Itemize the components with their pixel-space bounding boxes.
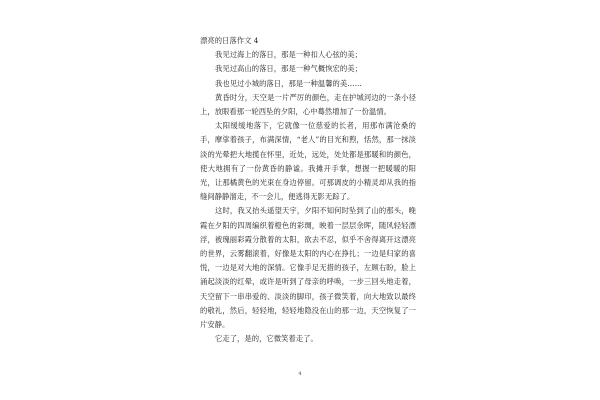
paragraph-6: 这时，我又抬头遥望天宇，夕阳不知何时坠到了山的那头，晚霞在夕阳的四周编织着橙色的彩绸，映着一层层余晖，随风轻轻漂浮，被瑰丽彩霞分散着的太阳，欲去不忍，似乎不舍得离开这漂亮的世界，云雾翻滚着，好像是太阳的内心在挣扎；一边是归家的喜悦，一边是对大地的深情。它像手足无措的孩子，左顾右盼，脸上涌起淡淡的红晕，或许是听到了母亲的呼唤，一步三回头地走着，天空留下一串串爱的、淡淡的脚印，孩子微笑着，向大地致以最终的敬礼，然后，轻轻地，轻轻地隐没在山的那一边，天空恢复了一片安静。 — [200, 206, 416, 330]
paragraph-5: 太阳缓缓地落下，它就像一位慈爱的长者，用那布满沧桑的手，摩挲着孩子，布满深情，“老人”的目光和煦，恬然，那一抹淡淡的光晕把大地揽在怀里，近处，远处，处处都是那暖和的颜色，使大地拥有了一份黄昏的静谧。我摊开手掌，想握一把暖暖的阳光，让那橘黄色的光束在身边停留。可那调皮的小精灵却从我的指缝间静静溜走，不一会儿，便逃得无影无踪了。 — [200, 121, 416, 202]
paragraph-7: 它走了，是的，它微笑着走了。 — [215, 334, 318, 344]
document-title: 漂亮的日落作文 4 — [200, 36, 259, 45]
paragraph-4: 黄昏时分，天空是一片严厉的颜色，走在护城河边的一条小径上，放眼看那一轮西坠的夕阳，心中蓦然增加了一份温情。 — [200, 92, 416, 117]
page-number: 4 — [298, 371, 302, 377]
paragraph-3: 我也见过小城的落日，那是一种温馨的美…… — [215, 78, 362, 88]
paragraph-2: 我见过高山的落日，那是一种气概恢宏的美； — [215, 64, 362, 74]
document-body — [200, 34, 416, 346]
paragraph-1: 我见过海上的落日，那是一种扣人心弦的美； — [215, 50, 362, 60]
